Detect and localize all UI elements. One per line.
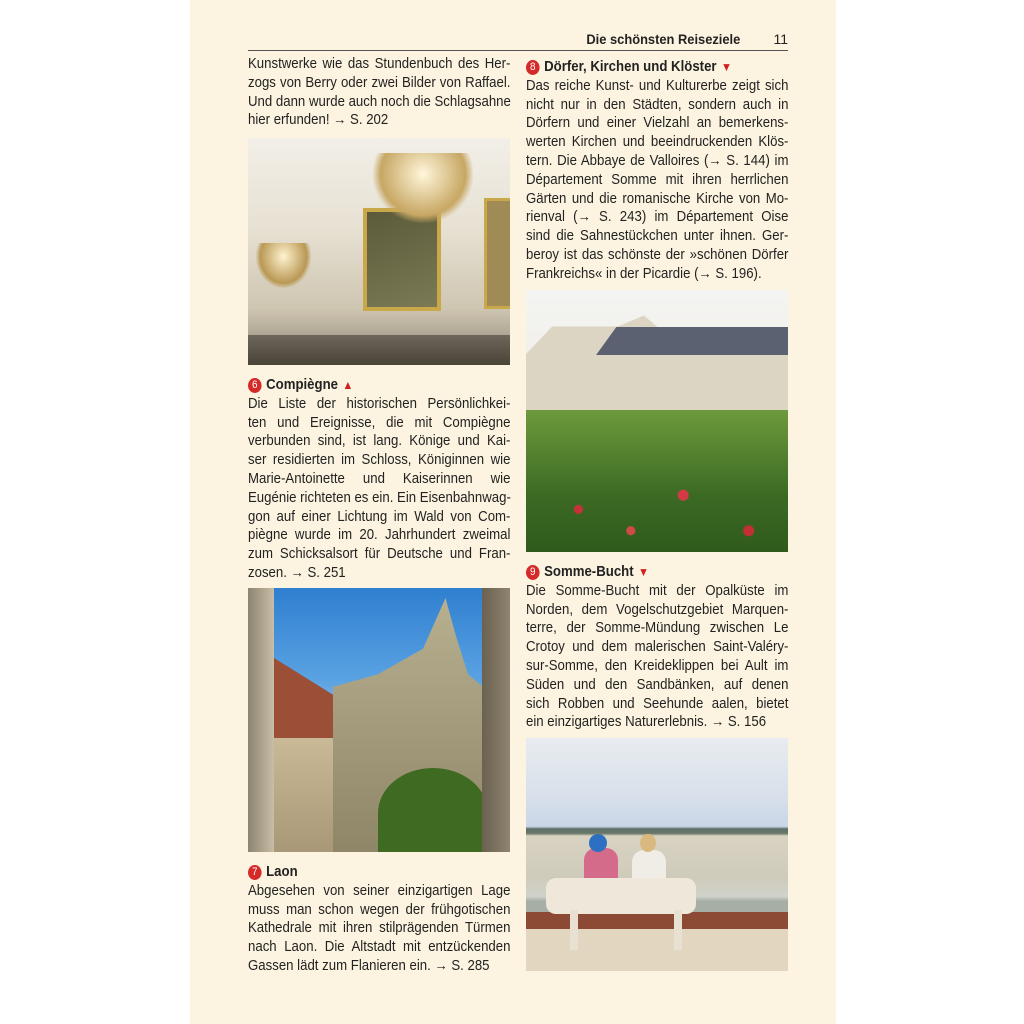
text-line: gon auf einer Lichtung im Wald von Com- [248, 508, 511, 525]
text-line: Das reiche Kunst- und Kulturerbe zeigt sich [526, 77, 789, 94]
number-badge: 8 [526, 60, 540, 75]
text-line: verbunden sind, ist lang. Könige und Kai- [248, 433, 511, 450]
text-line: ten und Ereignisse, die mit Compiègne [248, 414, 511, 431]
text-line: Süden und den Sandbänken, auf denen [526, 676, 789, 693]
person [632, 850, 666, 880]
text-line: Norden, dem Vogelschutzgebiet Marquen- [526, 601, 789, 618]
text-line: hier erfunden! → S. 202 [248, 112, 389, 129]
intro-text [248, 55, 510, 130]
bench-leg [674, 910, 682, 950]
text-line: Und dann wurde auch noch die Schlagsahne [248, 93, 511, 110]
promenade [526, 929, 788, 971]
text-line: ein einzigartiges Naturerlebnis. → S. 156 [526, 714, 767, 731]
chandelier [373, 153, 473, 223]
photo-somme-bay-bench [526, 738, 788, 971]
text-line: nicht nur in den Städten, sondern auch in [526, 96, 789, 113]
wall [248, 588, 274, 852]
section-doerfer-kirchen-kloester [526, 58, 788, 284]
text-line: Marie-Antoinette und Kaiserinnen wie [248, 470, 511, 487]
roof [586, 320, 788, 355]
person-head [640, 834, 656, 852]
text-line: piègne wurde im 20. Jahrhundert zweimal [248, 527, 511, 544]
text-line: sind die Sahnestückchen unter ihnen. Ger- [526, 228, 789, 245]
text-line: Dörfern und einer Vielzahl an bemerkens- [526, 115, 789, 132]
wall [482, 588, 510, 852]
number-badge: 7 [248, 865, 262, 880]
text-line: Kathedrale mit ihren stilprägenden Türmen [248, 920, 511, 937]
text-line: ser residierten im Schloss, Königinnen wie [248, 452, 511, 469]
tree [378, 768, 488, 852]
text-line: Eugénie richteten es ein. Ein Eisenbahnwag- [248, 489, 511, 506]
abbey-building [526, 310, 788, 420]
photo-laon-cathedral [248, 588, 510, 852]
text-line: Kunstwerke wie das Stundenbuch des Her- [248, 56, 511, 72]
text-line: Gärten und die romanische Kirche von Mo- [526, 190, 789, 207]
running-head-title: Die schönsten Reiseziele [586, 31, 740, 47]
text-line: Die Liste der historischen Persönlichkei- [248, 395, 511, 412]
triangle-down-icon: ▼ [638, 565, 649, 579]
number-badge: 9 [526, 565, 540, 580]
tapestry [484, 198, 510, 309]
section-title: Compiègne [266, 377, 339, 393]
photo-chateau-interior [248, 138, 510, 365]
section-title: Laon [266, 864, 298, 880]
bench-leg [570, 910, 578, 950]
text-line: Gassen lädt zum Flanieren ein. → S. 285 [248, 957, 490, 974]
text-line: sur-Somme, den Kreideklippen bei Ault im [526, 657, 789, 674]
section-heading [526, 563, 788, 582]
brick-wall [526, 912, 788, 929]
text-line: muss man schon wegen der frühgotischen [248, 901, 511, 918]
text-line: werten Kirchen und beeindruckenden Klös- [526, 134, 789, 151]
text-line: beroy ist das schönste der »schönen Dörfer [526, 246, 789, 263]
running-head [248, 31, 788, 51]
section-title: Somme-Bucht [544, 564, 634, 580]
section-somme-bucht [526, 563, 788, 732]
bench [546, 878, 696, 914]
text-line: zum Schicksalsort für Deutsche und Fran- [248, 546, 511, 563]
text-line: sich Robben und Seehunde aalen, bietet [526, 695, 789, 712]
text-line: rienval (→ S. 243) im Département Oise [526, 209, 789, 226]
photo-abbaye-valloires [526, 290, 788, 552]
section-heading [248, 863, 510, 882]
page-number: 11 [773, 31, 788, 47]
text-line: zosen. → S. 251 [248, 564, 346, 581]
text-line: Crotoy und dem malerischen Saint-Valéry- [526, 639, 789, 656]
text-line: Die Somme-Bucht mit der Opalküste im [526, 582, 789, 599]
tapestry [363, 208, 441, 311]
text-line: terre, der Somme-Mündung zwischen Le [526, 620, 789, 637]
section-heading [248, 376, 510, 395]
number-badge: 6 [248, 378, 262, 393]
section-heading [526, 58, 788, 77]
person-head [589, 834, 607, 852]
floor [248, 335, 510, 365]
text-line: zogs von Berry oder zwei Bilder von Raffael. [248, 74, 511, 91]
triangle-up-icon: ▲ [342, 378, 354, 392]
text-line: Département Somme mit ihren herrlichen [526, 171, 789, 188]
section-compiegne [248, 376, 510, 583]
text-line: tern. Die Abbaye de Valloires (→ S. 144) im [526, 152, 789, 169]
text-line: nach Laon. Die Altstadt mit entzückenden [248, 939, 511, 956]
triangle-down-icon: ▼ [721, 60, 732, 74]
chandelier [256, 243, 311, 288]
text-line: Abgesehen von seiner einzigartigen Lage [248, 882, 511, 899]
rose-garden [526, 410, 788, 552]
section-laon [248, 863, 510, 976]
person [584, 848, 618, 880]
section-title: Dörfer, Kirchen und Klöster [544, 59, 717, 75]
text-line: Frankreichs« in der Picardie (→ S. 196). [526, 265, 762, 282]
